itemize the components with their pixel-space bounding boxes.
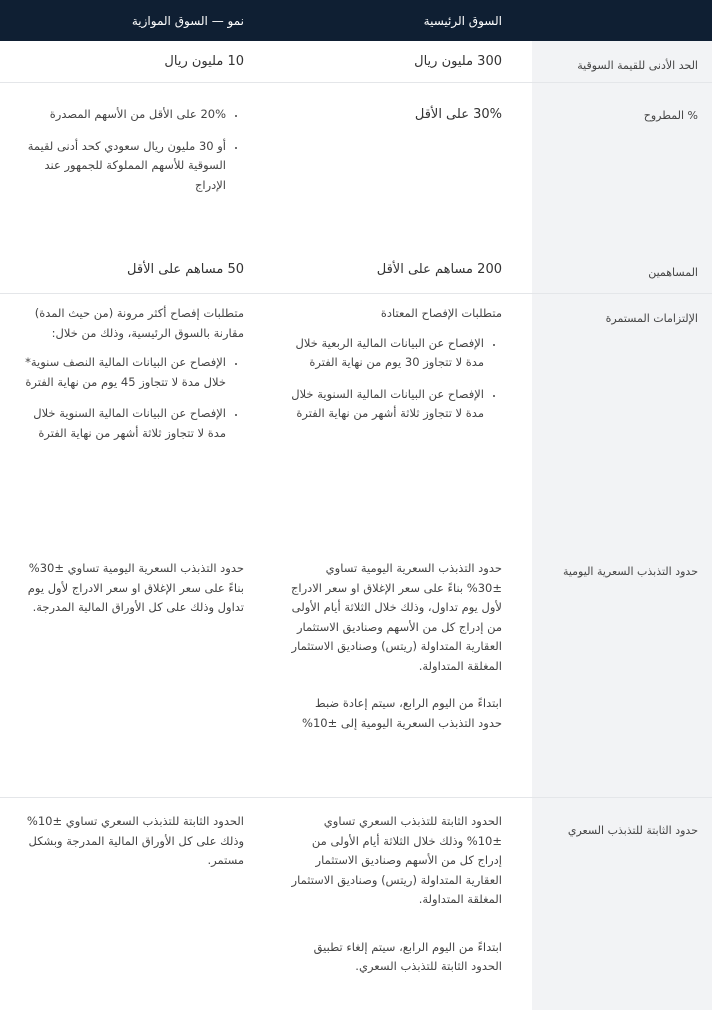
table-header — [0, 0, 712, 41]
row-label: حدود التذبذب السعرية اليومية — [532, 541, 712, 797]
table-row — [0, 83, 712, 252]
list-item: • الإفصاح عن البيانات المالية السنوية خلال مدة لا تتجاوز ثلاثة أشهر من نهاية الفترة — [288, 385, 484, 424]
paragraph: الحدود الثابتة للتذبذب السعري تساوي ±10% وذلك خلال الثلاثة أيام الأولى من إدراج كل من الأسهم وصناديق الاستثمار العقارية المتداولة (ريتس) وصناديق الاستثمار المغلقة المتداولة. — [291, 814, 502, 906]
paragraph: ابتداءً من اليوم الرابع، سيتم إعادة ضبط حدود التذبذب السعرية اليومية إلى ±10% — [302, 696, 502, 730]
row-label: الحد الأدنى للقيمة السوقية — [532, 41, 712, 82]
parallel-market-value — [0, 252, 266, 293]
main-market-value — [266, 252, 532, 293]
value-text: 10 مليون ريال — [164, 54, 244, 69]
value-text: 200 مساهم على الأقل — [376, 262, 502, 277]
row-label: الإلتزامات المستمرة — [532, 294, 712, 541]
row-label: حدود الثابتة للتذبذب السعري — [532, 798, 712, 1010]
parallel-market-value — [0, 541, 266, 797]
parallel-market-value — [0, 83, 266, 252]
bullet-list — [22, 105, 244, 195]
table-row — [0, 798, 712, 1010]
header-parallel-market: نمو — السوق الموازية — [131, 14, 244, 28]
main-market-value — [266, 41, 532, 82]
main-market-value — [266, 798, 532, 1010]
header-spacer — [532, 0, 712, 41]
list-item: • أو 30 مليون ريال سعودي كحد أدنى لقيمة السوقية للأسهم المملوكة للجمهور عند الإدراج — [22, 137, 226, 196]
table-row — [0, 41, 712, 83]
table-row — [0, 541, 712, 798]
intro-text: متطلبات إفصاح أكثر مرونة (من حيث المدة) مقارنة بالسوق الرئيسية، وذلك من خلال: — [34, 306, 244, 340]
main-market-value — [266, 541, 532, 797]
parallel-market-value — [0, 294, 266, 541]
value-text: 300 مليون ريال — [414, 54, 502, 69]
table-row — [0, 294, 712, 541]
list-item: • الإفصاح عن البيانات المالية السنوية خلال مدة لا تتجاوز ثلاثة أشهر من نهاية الفترة — [22, 404, 226, 443]
header-main-market: السوق الرئيسية — [423, 14, 502, 28]
paragraph: ابتداءً من اليوم الرابع، سيتم إلغاء تطبيق الحدود الثابتة للتذبذب السعري. — [313, 939, 502, 973]
main-market-value — [266, 83, 532, 252]
value-text: 30% على الأقل — [414, 107, 502, 122]
parallel-market-value — [0, 798, 266, 1010]
table-row — [0, 252, 712, 294]
list-item: • 20% على الأقل من الأسهم المصدرة — [22, 105, 226, 125]
intro-text: متطلبات الإفصاح المعتادة — [380, 306, 502, 320]
row-label: % المطروح — [532, 83, 712, 252]
bullet-list — [22, 353, 244, 443]
row-label: المساهمين — [532, 252, 712, 293]
list-item: • الإفصاح عن البيانات المالية الربعية خلال مدة لا تتجاوز 30 يوم من نهاية الفترة — [288, 334, 484, 373]
value-text: 50 مساهم على الأقل — [127, 262, 244, 277]
list-item: • الإفصاح عن البيانات المالية النصف سنوية* خلال مدة لا تتجاوز 45 يوم من نهاية الفترة — [22, 353, 226, 392]
paragraph: حدود التذبذب السعرية اليومية تساوي ±30% بناءً على سعر الإغلاق او سعر الادراج لأول يوم تداول وذلك على كل الأوراق المالية المدرجة. — [27, 561, 244, 614]
parallel-market-value — [0, 41, 266, 82]
bullet-list — [288, 334, 502, 424]
paragraph: حدود التذبذب السعرية اليومية تساوي ±30% بناءً على سعر الإغلاق او سعر الادراج لأول يوم تداول، وذلك خلال الثلاثة أيام الأولى من إدراج كل من الأسهم وصناديق الاستثمار العقارية المتداولة (ريتس) وصناديق الاستثمار المغلقة المتداولة. — [290, 561, 502, 673]
paragraph: الحدود الثابتة للتذبذب السعري تساوي ±10% وذلك على كل الأوراق المالية المدرجة وبشكل مستمر. — [26, 814, 244, 867]
main-market-value — [266, 294, 532, 541]
